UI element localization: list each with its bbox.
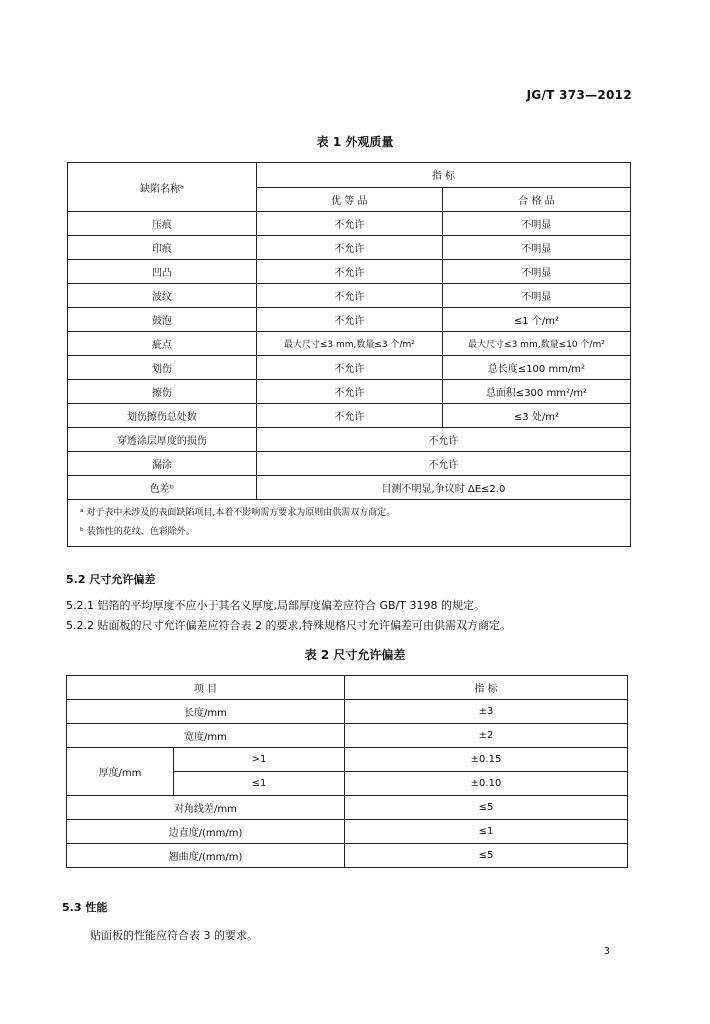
clause-5-2-2: 5.2.2 贴面板的尺寸允许偏差应符合表 2 的要求,特殊规格尺寸允许偏差可由供需双方商定。	[66, 619, 511, 632]
standard-number: JG/T 373—2012	[526, 88, 632, 102]
defect-name: 漏涂	[68, 452, 257, 476]
table1-footnotes	[68, 500, 631, 547]
defect-name: 色差ᵇ	[68, 476, 257, 500]
table-row	[68, 452, 631, 476]
table-row	[68, 476, 631, 500]
table-row	[67, 796, 628, 820]
table-row	[68, 212, 631, 236]
length-value: ±3	[345, 700, 628, 724]
table-row	[68, 428, 631, 452]
thickness-gt-label: >1	[174, 748, 345, 772]
diagonal-value: ≤5	[345, 796, 628, 820]
section-5-3-text: 贴面板的性能应符合表 3 的要求。	[90, 929, 258, 942]
premium-value: 不允许	[256, 308, 442, 332]
section-5-2-heading: 5.2 尺寸允许偏差	[66, 573, 156, 586]
premium-value: 不允许	[256, 260, 442, 284]
table-row	[67, 820, 628, 844]
table-row	[67, 748, 628, 772]
qualified-value: ≤1 个/m²	[442, 308, 630, 332]
defect-name: 凹凸	[68, 260, 257, 284]
table-row	[68, 404, 631, 428]
defect-name: 擦伤	[68, 380, 257, 404]
premium-value: 不允许	[256, 236, 442, 260]
table-row	[68, 308, 631, 332]
defect-name: 划伤	[68, 356, 257, 380]
table-row	[68, 380, 631, 404]
defect-name: 印痕	[68, 236, 257, 260]
defect-name: 穿透涂层厚度的损伤	[68, 428, 257, 452]
header-item: 项 目	[67, 676, 345, 700]
premium-value: 最大尺寸≤3 mm,数量≤3 个/m²	[256, 332, 442, 356]
table2-caption: 表 2 尺寸允许偏差	[304, 648, 406, 662]
width-value: ±2	[345, 724, 628, 748]
thickness-le-value: ±0.10	[345, 772, 628, 796]
merged-value: 不允许	[256, 452, 630, 476]
footnote-b: ᵇ 装饰性的花纹、色彩除外。	[80, 527, 195, 537]
qualified-value: 不明显	[442, 260, 630, 284]
table-row	[68, 284, 631, 308]
diagonal-label: 对角线差/mm	[67, 796, 345, 820]
edge-straightness-label: 边直度/(mm/m)	[67, 820, 345, 844]
merged-value: 目测不明显,争议时 ΔE≤2.0	[256, 476, 630, 500]
defect-name: 波纹	[68, 284, 257, 308]
table-row	[68, 236, 631, 260]
length-label: 长度/mm	[67, 700, 345, 724]
premium-value: 不允许	[256, 404, 442, 428]
table-row	[67, 724, 628, 748]
premium-value: 不允许	[256, 380, 442, 404]
table1-caption: 表 1 外观质量	[316, 135, 394, 149]
width-label: 宽度/mm	[67, 724, 345, 748]
warp-value: ≤5	[345, 844, 628, 868]
appearance-quality-table	[67, 162, 631, 547]
dimension-tolerance-table	[66, 675, 628, 868]
header-index: 指 标	[256, 163, 630, 188]
page-number: 3	[603, 946, 610, 957]
defect-name: 压痕	[68, 212, 257, 236]
table-row	[67, 700, 628, 724]
header-qualified: 合 格 品	[442, 187, 630, 212]
qualified-value: ≤3 处/m²	[442, 404, 630, 428]
table-row	[68, 332, 631, 356]
footnote-a: ᵃ 对于表中未涉及的表面缺陷项目,本着不影响需方要求为原则由供需双方商定。	[80, 508, 396, 518]
qualified-value: 不明显	[442, 284, 630, 308]
premium-value: 不允许	[256, 284, 442, 308]
warp-label: 翘曲度/(mm/m)	[67, 844, 345, 868]
defect-name: 鼓泡	[68, 308, 257, 332]
merged-value: 不允许	[256, 428, 630, 452]
header-index: 指 标	[345, 676, 628, 700]
clause-5-2-1: 5.2.1 铝箔的平均厚度不应小于其名义厚度,局部厚度偏差应符合 GB/T 3198 的规定。	[66, 599, 485, 612]
defect-name: 疵点	[68, 332, 257, 356]
table-row	[68, 260, 631, 284]
premium-value: 不允许	[256, 356, 442, 380]
qualified-value: 不明显	[442, 236, 630, 260]
qualified-value: 最大尺寸≤3 mm,数量≤10 个/m²	[442, 332, 630, 356]
thickness-label: 厚度/mm	[67, 748, 174, 796]
qualified-value: 总长度≤100 mm/m²	[442, 356, 630, 380]
thickness-le-label: ≤1	[174, 772, 345, 796]
qualified-value: 不明显	[442, 212, 630, 236]
section-5-3-heading: 5.3 性能	[62, 901, 108, 914]
premium-value: 不允许	[256, 212, 442, 236]
table-row	[68, 356, 631, 380]
defect-name: 划伤擦伤总处数	[68, 404, 257, 428]
edge-straightness-value: ≤1	[345, 820, 628, 844]
thickness-gt-value: ±0.15	[345, 748, 628, 772]
header-premium: 优 等 品	[256, 187, 442, 212]
table-row	[67, 844, 628, 868]
header-defect-name: 缺陷名称ᵃ	[68, 163, 257, 212]
qualified-value: 总面积≤300 mm²/m²	[442, 380, 630, 404]
